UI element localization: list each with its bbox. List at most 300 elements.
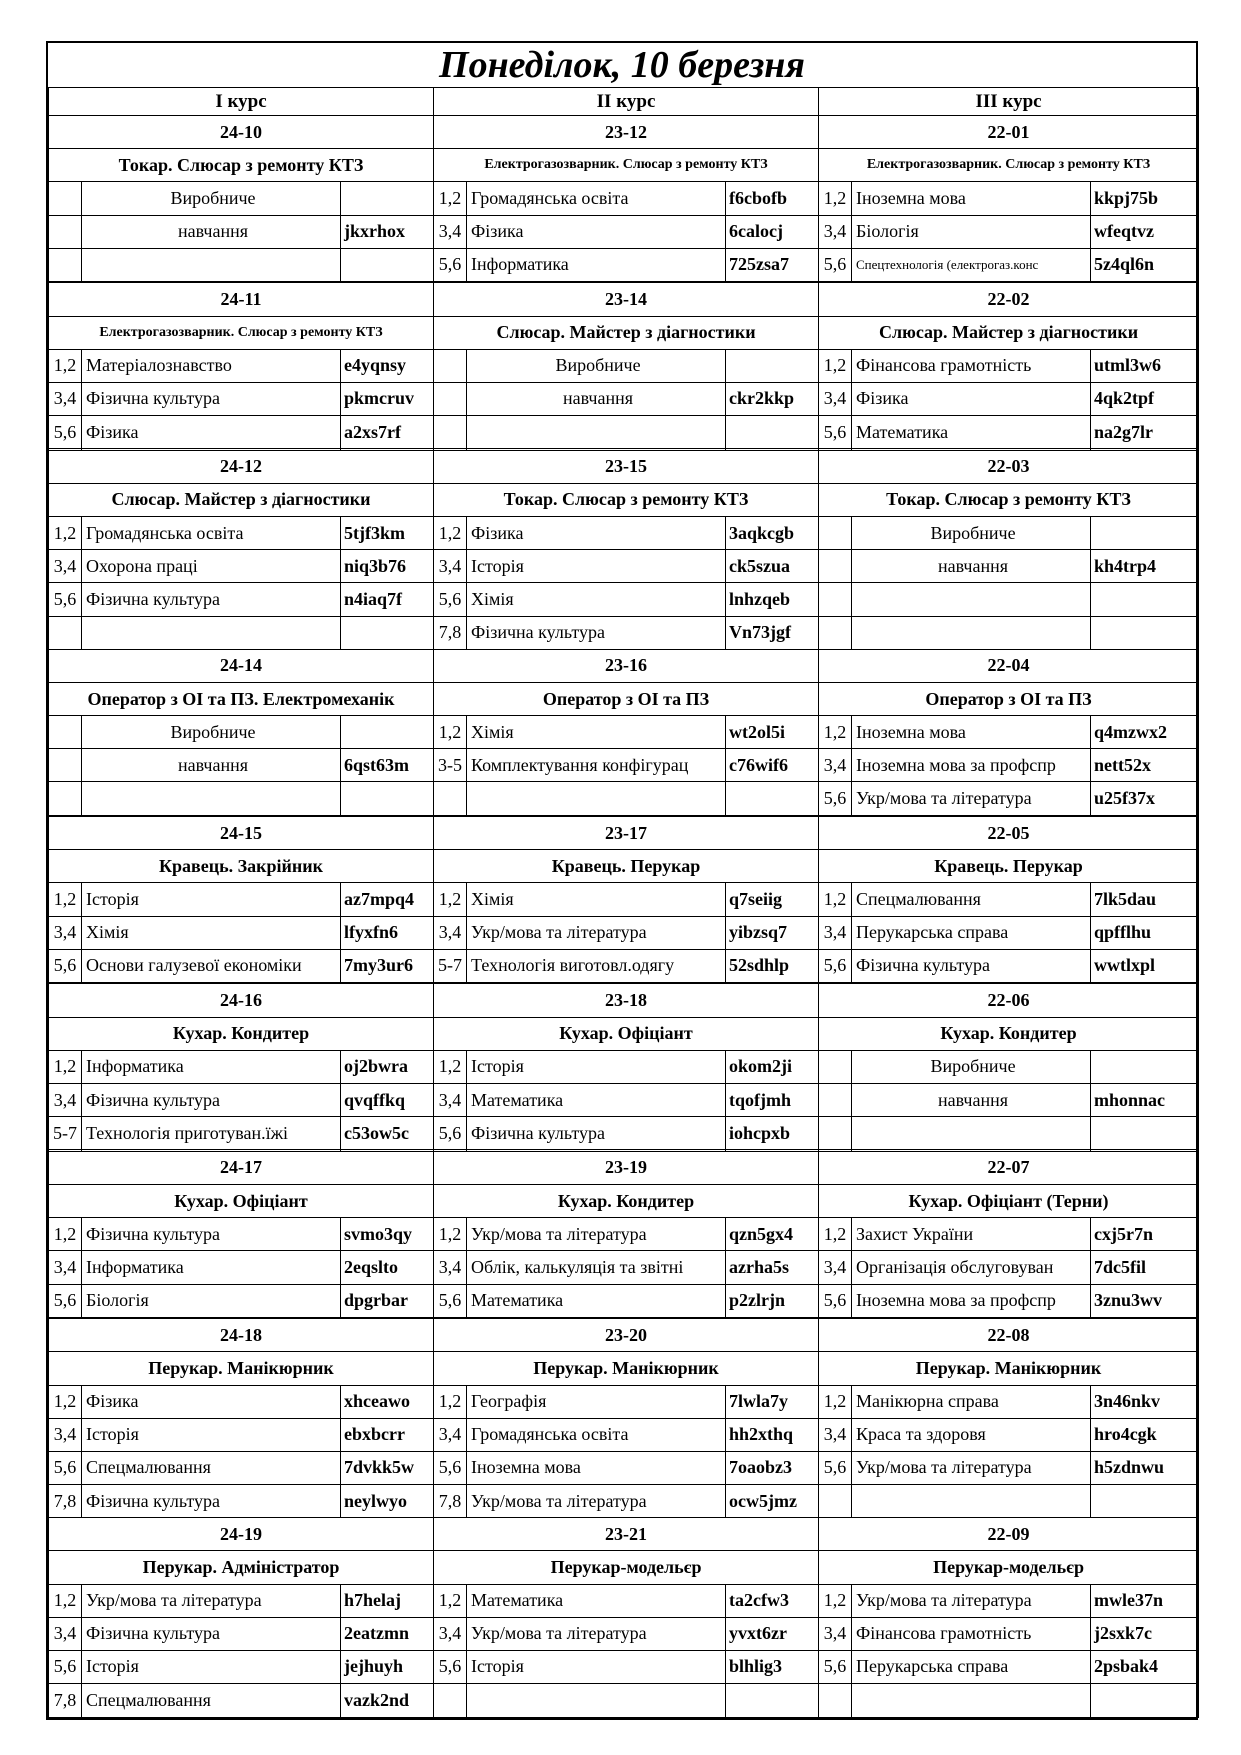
- lesson-pair: 3,4: [434, 215, 467, 248]
- lesson-subject: Фізична культура: [852, 949, 1091, 982]
- lesson-pair: 3,4: [819, 1251, 852, 1284]
- lesson-meet-code: ebxbcrr: [341, 1418, 434, 1451]
- lesson-pair: 5,6: [434, 1650, 467, 1683]
- lesson-pair: 1,2: [49, 1050, 82, 1083]
- group-code: 23-19: [434, 1151, 819, 1184]
- lesson-pair: 3,4: [49, 382, 82, 415]
- group-code: 22-03: [819, 450, 1199, 483]
- lesson-subject: Громадянська освіта: [467, 182, 726, 215]
- lesson-meet-code: qpfflhu: [1091, 916, 1199, 949]
- lesson-subject: Історія: [82, 1650, 341, 1683]
- lesson-pair: 5,6: [434, 1284, 467, 1317]
- group-specialty: Перукар. Манікюрник: [49, 1352, 434, 1385]
- lesson-meet-code: [726, 782, 819, 815]
- lesson-subject: Історія: [82, 883, 341, 916]
- lesson-pair: 5,6: [819, 1650, 852, 1683]
- lesson-subject: Іноземна мова: [467, 1451, 726, 1484]
- group-code: 24-11: [49, 283, 434, 316]
- lesson-meet-code: [726, 349, 819, 382]
- lesson-pair: 7,8: [49, 1684, 82, 1718]
- group-specialty: Токар. Слюсар з ремонту КТЗ: [819, 483, 1199, 516]
- lesson-meet-code: q4mzwx2: [1091, 716, 1199, 749]
- group-specialty: Оператор з ОІ та ПЗ: [434, 682, 819, 715]
- lesson-pair: 5,6: [819, 416, 852, 449]
- lesson-subject: Укр/мова та література: [467, 916, 726, 949]
- lesson-subject: Іноземна мова: [852, 182, 1091, 215]
- specialty-row: [49, 1017, 1199, 1050]
- lesson-meet-code: lfyxfn6: [341, 916, 434, 949]
- group-specialty: Кухар. Офіціант: [434, 1017, 819, 1050]
- lesson-pair: 3,4: [434, 1418, 467, 1451]
- group-specialty: Кухар. Офіціант (Терни): [819, 1185, 1199, 1218]
- lesson-subject: Іноземна мова за профспр: [852, 749, 1091, 782]
- group-code: 24-10: [49, 116, 434, 149]
- lesson-row: [49, 1050, 1199, 1083]
- group-code: 22-09: [819, 1518, 1199, 1551]
- specialty-row: [49, 1185, 1199, 1218]
- lesson-meet-code: 6calocj: [726, 215, 819, 248]
- lesson-meet-code: [726, 416, 819, 449]
- group-specialty: Токар. Слюсар з ремонту КТЗ: [434, 483, 819, 516]
- lesson-meet-code: okom2ji: [726, 1050, 819, 1083]
- lesson-meet-code: [1091, 517, 1199, 550]
- lesson-pair: [819, 583, 852, 616]
- specialty-row: [49, 1352, 1199, 1385]
- group-code: 24-12: [49, 450, 434, 483]
- lesson-subject: Укр/мова та література: [467, 1218, 726, 1251]
- lesson-meet-code: 7dc5fil: [1091, 1251, 1199, 1284]
- lesson-meet-code: 3n46nkv: [1091, 1385, 1199, 1418]
- lesson-meet-code: lnhzqeb: [726, 583, 819, 616]
- group-code: 23-12: [434, 116, 819, 149]
- group-code: 22-02: [819, 283, 1199, 316]
- lesson-subject: [852, 1117, 1091, 1150]
- lesson-subject: Комплектування конфігурац: [467, 749, 726, 782]
- specialty-row: [49, 682, 1199, 715]
- course-header-row: [49, 88, 1199, 116]
- lesson-pair: 1,2: [49, 1218, 82, 1251]
- lesson-subject: [852, 1684, 1091, 1718]
- lesson-subject: Іноземна мова за профспр: [852, 1284, 1091, 1317]
- lesson-subject: Фізика: [852, 382, 1091, 415]
- lesson-pair: 5,6: [49, 949, 82, 982]
- lesson-meet-code: blhlig3: [726, 1650, 819, 1683]
- lesson-meet-code: ocw5jmz: [726, 1485, 819, 1518]
- lesson-pair: 1,2: [819, 716, 852, 749]
- lesson-meet-code: [341, 716, 434, 749]
- specialty-row: [49, 316, 1199, 349]
- lesson-subject: Біологія: [82, 1284, 341, 1317]
- lesson-pair: 3,4: [49, 1083, 82, 1116]
- group-code: 22-06: [819, 984, 1199, 1017]
- group-code: 22-05: [819, 817, 1199, 850]
- lesson-subject: Географія: [467, 1385, 726, 1418]
- lesson-meet-code: [1091, 1050, 1199, 1083]
- lesson-subject: Громадянська освіта: [467, 1418, 726, 1451]
- group-code: 23-17: [434, 817, 819, 850]
- lesson-meet-code: ckr2kkp: [726, 382, 819, 415]
- lesson-row: [49, 883, 1199, 916]
- lesson-meet-code: 6qst63m: [341, 749, 434, 782]
- lesson-pair: [819, 1050, 852, 1083]
- group-specialty: Кравець. Перукар: [819, 850, 1199, 883]
- lesson-pair: 3,4: [819, 749, 852, 782]
- lesson-meet-code: jejhuyh: [341, 1650, 434, 1683]
- lesson-subject: Основи галузевої економіки: [82, 949, 341, 982]
- lesson-meet-code: q7seiig: [726, 883, 819, 916]
- lesson-pair: 1,2: [49, 349, 82, 382]
- lesson-meet-code: 7oaobz3: [726, 1451, 819, 1484]
- lesson-pair: 3,4: [49, 550, 82, 583]
- lesson-pair: 3,4: [434, 1251, 467, 1284]
- lesson-subject: Фізична культура: [82, 583, 341, 616]
- lesson-subject: Виробниче: [852, 1050, 1091, 1083]
- lesson-subject: Організація обслуговуван: [852, 1251, 1091, 1284]
- group-code-row: [49, 817, 1199, 850]
- lesson-pair: 1,2: [434, 182, 467, 215]
- lesson-subject: Виробниче: [852, 517, 1091, 550]
- lesson-row: [49, 716, 1199, 749]
- lesson-pair: [434, 416, 467, 449]
- group-specialty: Оператор з ОІ та ПЗ: [819, 682, 1199, 715]
- lesson-subject: Виробниче: [82, 716, 341, 749]
- lesson-subject: Фізична культура: [82, 1218, 341, 1251]
- lesson-subject: [82, 616, 341, 649]
- lesson-pair: 1,2: [819, 883, 852, 916]
- lesson-pair: 5,6: [434, 248, 467, 281]
- lesson-pair: 1,2: [49, 517, 82, 550]
- lesson-pair: [434, 1684, 467, 1718]
- lesson-pair: 7,8: [434, 1485, 467, 1518]
- lesson-row: [49, 583, 1199, 616]
- group-specialty: Електрогазозварник. Слюсар з ремонту КТЗ: [49, 316, 434, 349]
- lesson-pair: 5,6: [49, 583, 82, 616]
- lesson-pair: 3,4: [49, 1251, 82, 1284]
- lesson-row: [49, 949, 1199, 982]
- lesson-meet-code: mwle37n: [1091, 1584, 1199, 1617]
- group-code: 24-15: [49, 817, 434, 850]
- lesson-pair: 5,6: [49, 1650, 82, 1683]
- lesson-subject: Облік, калькуляція та звітні: [467, 1251, 726, 1284]
- lesson-meet-code: 52sdhlp: [726, 949, 819, 982]
- specialty-row: [49, 149, 1199, 182]
- lesson-pair: 1,2: [819, 349, 852, 382]
- lesson-subject: навчання: [852, 1083, 1091, 1116]
- lesson-meet-code: yvxt6zr: [726, 1617, 819, 1650]
- lesson-subject: [852, 1485, 1091, 1518]
- lesson-meet-code: kkpj75b: [1091, 182, 1199, 215]
- lesson-row: [49, 517, 1199, 550]
- lesson-meet-code: wt2ol5i: [726, 716, 819, 749]
- group-code: 24-14: [49, 649, 434, 682]
- lesson-meet-code: u25f37x: [1091, 782, 1199, 815]
- lesson-subject: Математика: [852, 416, 1091, 449]
- lesson-subject: Іноземна мова: [852, 716, 1091, 749]
- lesson-meet-code: hro4cgk: [1091, 1418, 1199, 1451]
- lesson-subject: [82, 782, 341, 815]
- lesson-meet-code: Vn73jgf: [726, 616, 819, 649]
- lesson-row: [49, 1584, 1199, 1617]
- lesson-pair: 1,2: [49, 883, 82, 916]
- lesson-subject: Фізика: [467, 215, 726, 248]
- lesson-row: [49, 782, 1199, 815]
- group-specialty: Перукар-модельєр: [819, 1551, 1199, 1584]
- lesson-pair: [434, 382, 467, 415]
- lesson-pair: 5-7: [434, 949, 467, 982]
- group-specialty: Кухар. Офіціант: [49, 1185, 434, 1218]
- lesson-pair: 3,4: [434, 1617, 467, 1650]
- lesson-pair: 5,6: [819, 1451, 852, 1484]
- lesson-pair: 3,4: [434, 1083, 467, 1116]
- lesson-pair: [434, 349, 467, 382]
- lesson-subject: Історія: [467, 1050, 726, 1083]
- lesson-meet-code: [341, 248, 434, 281]
- lesson-meet-code: [1091, 616, 1199, 649]
- lesson-subject: Виробниче: [467, 349, 726, 382]
- lesson-subject: навчання: [82, 749, 341, 782]
- specialty-row: [49, 850, 1199, 883]
- group-specialty: Перукар. Манікюрник: [434, 1352, 819, 1385]
- lesson-meet-code: 7lk5dau: [1091, 883, 1199, 916]
- lesson-meet-code: j2sxk7c: [1091, 1617, 1199, 1650]
- lesson-subject: Фінансова грамотність: [852, 349, 1091, 382]
- lesson-subject: Фізична культура: [467, 1117, 726, 1150]
- lesson-meet-code: na2g7lr: [1091, 416, 1199, 449]
- lesson-pair: [819, 1117, 852, 1150]
- lesson-subject: навчання: [82, 215, 341, 248]
- lesson-pair: 3,4: [819, 916, 852, 949]
- lesson-subject: Фінансова грамотність: [852, 1617, 1091, 1650]
- lesson-pair: 5,6: [819, 949, 852, 982]
- lesson-meet-code: 7my3ur6: [341, 949, 434, 982]
- lesson-meet-code: hh2xthq: [726, 1418, 819, 1451]
- lesson-subject: Фізична культура: [82, 1083, 341, 1116]
- lesson-pair: 1,2: [49, 1385, 82, 1418]
- group-specialty: Слюсар. Майстер з діагностики: [819, 316, 1199, 349]
- lesson-meet-code: 725zsa7: [726, 248, 819, 281]
- lesson-subject: Спецмалювання: [82, 1451, 341, 1484]
- lesson-subject: Історія: [467, 1650, 726, 1683]
- lesson-pair: 1,2: [434, 716, 467, 749]
- lesson-pair: [49, 182, 82, 215]
- lesson-meet-code: niq3b76: [341, 550, 434, 583]
- lesson-meet-code: [341, 782, 434, 815]
- lesson-meet-code: [726, 1684, 819, 1718]
- lesson-subject: Спецмалювання: [82, 1684, 341, 1718]
- lesson-row: [49, 1251, 1199, 1284]
- lesson-meet-code: wfeqtvz: [1091, 215, 1199, 248]
- lesson-pair: 1,2: [434, 517, 467, 550]
- lesson-meet-code: qvqffkq: [341, 1083, 434, 1116]
- lesson-subject: Укр/мова та література: [852, 1584, 1091, 1617]
- lesson-subject: Технологія приготуван.їжі: [82, 1117, 341, 1150]
- lesson-meet-code: yibzsq7: [726, 916, 819, 949]
- lesson-subject: Фізика: [82, 416, 341, 449]
- group-specialty: Кравець. Перукар: [434, 850, 819, 883]
- lesson-meet-code: [341, 182, 434, 215]
- lesson-pair: 1,2: [819, 1584, 852, 1617]
- lesson-row: [49, 1418, 1199, 1451]
- lesson-pair: [819, 1485, 852, 1518]
- lesson-pair: [819, 1083, 852, 1116]
- lesson-subject: [467, 1684, 726, 1718]
- group-specialty: Кравець. Закрійник: [49, 850, 434, 883]
- lesson-meet-code: svmo3qy: [341, 1218, 434, 1251]
- lesson-pair: [49, 616, 82, 649]
- page-title: Понеділок, 10 березня: [439, 44, 805, 86]
- lesson-subject: Манікюрна справа: [852, 1385, 1091, 1418]
- group-code: 23-14: [434, 283, 819, 316]
- lesson-pair: 5,6: [819, 782, 852, 815]
- lesson-pair: 3,4: [49, 916, 82, 949]
- lesson-pair: [49, 749, 82, 782]
- specialty-row: [49, 1551, 1199, 1584]
- lesson-pair: 3,4: [49, 1418, 82, 1451]
- lesson-subject: Хімія: [467, 583, 726, 616]
- group-code: 23-16: [434, 649, 819, 682]
- lesson-pair: 5,6: [434, 1451, 467, 1484]
- lesson-meet-code: ta2cfw3: [726, 1584, 819, 1617]
- group-specialty: Оператор з ОІ та ПЗ. Електромеханік: [49, 682, 434, 715]
- lesson-pair: [819, 517, 852, 550]
- lesson-subject: Хімія: [467, 716, 726, 749]
- specialty-row: [49, 483, 1199, 516]
- lesson-meet-code: 3znu3wv: [1091, 1284, 1199, 1317]
- lesson-pair: 3,4: [49, 1617, 82, 1650]
- lesson-subject: [852, 616, 1091, 649]
- lesson-subject: Перукарська справа: [852, 916, 1091, 949]
- lesson-subject: Захист України: [852, 1218, 1091, 1251]
- lesson-meet-code: az7mpq4: [341, 883, 434, 916]
- lesson-row: [49, 1617, 1199, 1650]
- group-code: 24-16: [49, 984, 434, 1017]
- lesson-meet-code: h5zdnwu: [1091, 1451, 1199, 1484]
- lesson-pair: 5,6: [819, 248, 852, 281]
- lesson-subject: [852, 583, 1091, 616]
- lesson-subject: Історія: [82, 1418, 341, 1451]
- lesson-meet-code: [1091, 1485, 1199, 1518]
- group-code-row: [49, 984, 1199, 1017]
- lesson-pair: 1,2: [434, 1385, 467, 1418]
- lesson-meet-code: neylwyo: [341, 1485, 434, 1518]
- lesson-meet-code: 5z4ql6n: [1091, 248, 1199, 281]
- lesson-pair: 3,4: [819, 215, 852, 248]
- group-code: 22-07: [819, 1151, 1199, 1184]
- lesson-meet-code: c53ow5c: [341, 1117, 434, 1150]
- lesson-row: [49, 182, 1199, 215]
- lesson-pair: 1,2: [819, 1218, 852, 1251]
- group-specialty: Токар. Слюсар з ремонту КТЗ: [49, 149, 434, 182]
- group-code-row: [49, 116, 1199, 149]
- lesson-subject: Фізика: [82, 1385, 341, 1418]
- lesson-pair: 3,4: [434, 916, 467, 949]
- lesson-pair: 5,6: [49, 1284, 82, 1317]
- lesson-row: [49, 1650, 1199, 1683]
- group-code: 24-18: [49, 1319, 434, 1352]
- lesson-subject: Краса та здоровя: [852, 1418, 1091, 1451]
- lesson-meet-code: h7helaj: [341, 1584, 434, 1617]
- lesson-pair: 3-5: [434, 749, 467, 782]
- group-code-row: [49, 1518, 1199, 1551]
- lesson-meet-code: dpgrbar: [341, 1284, 434, 1317]
- group-code: 22-04: [819, 649, 1199, 682]
- lesson-meet-code: iohcpxb: [726, 1117, 819, 1150]
- lesson-meet-code: jkxrhox: [341, 215, 434, 248]
- lesson-meet-code: xhceawo: [341, 1385, 434, 1418]
- lesson-row: [49, 1385, 1199, 1418]
- group-code: 22-01: [819, 116, 1199, 149]
- lesson-subject: навчання: [467, 382, 726, 415]
- group-specialty: Слюсар. Майстер з діагностики: [49, 483, 434, 516]
- lesson-subject: Укр/мова та література: [852, 1451, 1091, 1484]
- group-code: 23-18: [434, 984, 819, 1017]
- lesson-meet-code: pkmcruv: [341, 382, 434, 415]
- lesson-subject: Інформатика: [82, 1050, 341, 1083]
- lesson-pair: 5,6: [434, 583, 467, 616]
- lesson-row: [49, 1083, 1199, 1116]
- lesson-subject: Хімія: [467, 883, 726, 916]
- lesson-row: [49, 916, 1199, 949]
- lesson-pair: 7,8: [434, 616, 467, 649]
- group-specialty: Кухар. Кондитер: [434, 1185, 819, 1218]
- lesson-subject: Фізична культура: [82, 382, 341, 415]
- lesson-row: [49, 215, 1199, 248]
- lesson-pair: [49, 716, 82, 749]
- lesson-subject: Фізична культура: [82, 1617, 341, 1650]
- lesson-pair: 1,2: [434, 1218, 467, 1251]
- group-code-row: [49, 1151, 1199, 1184]
- lesson-pair: 1,2: [434, 1584, 467, 1617]
- lesson-subject: Укр/мова та література: [467, 1617, 726, 1650]
- lesson-subject: [467, 782, 726, 815]
- lesson-meet-code: n4iaq7f: [341, 583, 434, 616]
- lesson-pair: 5-7: [49, 1117, 82, 1150]
- group-specialty: Кухар. Кондитер: [819, 1017, 1199, 1050]
- lesson-pair: 7,8: [49, 1485, 82, 1518]
- group-code: 24-19: [49, 1518, 434, 1551]
- lesson-meet-code: 2eatzmn: [341, 1617, 434, 1650]
- lesson-subject: Фізична культура: [467, 616, 726, 649]
- lesson-pair: [49, 782, 82, 815]
- lesson-subject: Інформатика: [82, 1251, 341, 1284]
- lesson-meet-code: qzn5gx4: [726, 1218, 819, 1251]
- lesson-subject: Перукарська справа: [852, 1650, 1091, 1683]
- lesson-subject: Матеріалознавство: [82, 349, 341, 382]
- lesson-pair: 5,6: [434, 1117, 467, 1150]
- lesson-pair: [434, 782, 467, 815]
- lesson-subject: Біологія: [852, 215, 1091, 248]
- lesson-meet-code: tqofjmh: [726, 1083, 819, 1116]
- lesson-pair: [819, 550, 852, 583]
- group-code: 23-21: [434, 1518, 819, 1551]
- lesson-meet-code: 2eqslto: [341, 1251, 434, 1284]
- lesson-row: [49, 382, 1199, 415]
- lesson-subject: Укр/мова та література: [852, 782, 1091, 815]
- lesson-meet-code: vazk2nd: [341, 1684, 434, 1718]
- group-code-row: [49, 649, 1199, 682]
- group-code: 24-17: [49, 1151, 434, 1184]
- lesson-row: [49, 1117, 1199, 1150]
- group-code: 23-20: [434, 1319, 819, 1352]
- group-specialty: Перукар. Манікюрник: [819, 1352, 1199, 1385]
- lesson-subject: Математика: [467, 1083, 726, 1116]
- lesson-meet-code: wwtlxpl: [1091, 949, 1199, 982]
- lesson-meet-code: ck5szua: [726, 550, 819, 583]
- lesson-meet-code: [1091, 1684, 1199, 1718]
- lesson-subject: Фізика: [467, 517, 726, 550]
- group-code-row: [49, 450, 1199, 483]
- lesson-row: [49, 349, 1199, 382]
